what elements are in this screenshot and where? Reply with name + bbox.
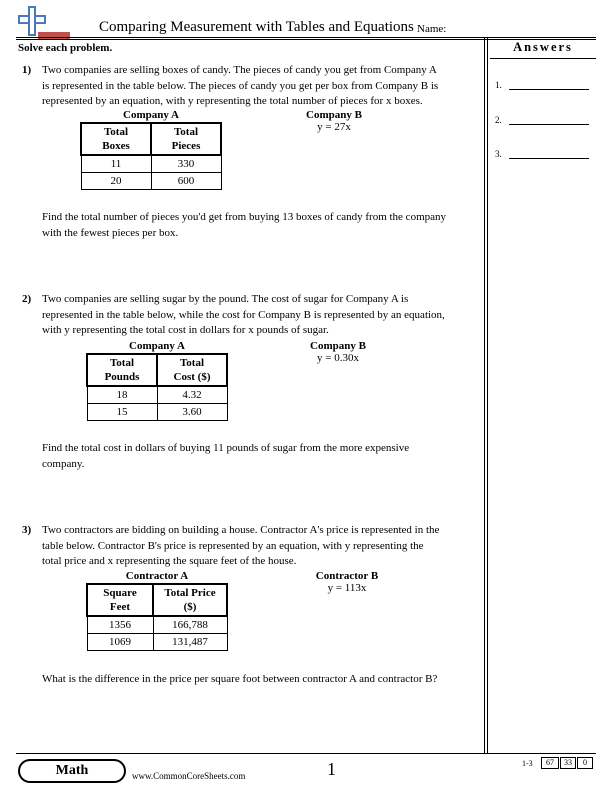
problem-number: 2) xyxy=(22,293,32,305)
question-1 xyxy=(42,210,446,241)
equation-text: y = 0.30x xyxy=(317,352,359,364)
table-header-row xyxy=(81,123,221,155)
answers-rule xyxy=(490,58,596,59)
problem-line: represented by an equation, with y representing the total number of pieces for x boxes. xyxy=(42,95,423,107)
table-header: Total Price ($) xyxy=(153,584,227,616)
problem-text xyxy=(42,523,484,570)
worksheet-title: Comparing Measurement with Tables and Equations xyxy=(99,19,414,35)
problem-number: 1) xyxy=(22,64,32,76)
equation-title: Contractor B xyxy=(315,570,379,582)
table-header: Total Cost ($) xyxy=(157,354,227,386)
company-a-table-2 xyxy=(86,340,228,421)
answer-blank[interactable] xyxy=(509,158,589,159)
score-box: 33 xyxy=(560,757,576,769)
table-cell: 1356 xyxy=(87,616,153,634)
score-range-label: 1-3 xyxy=(522,759,533,768)
answers-heading: Answers xyxy=(513,40,573,54)
table-cell: 330 xyxy=(151,155,221,173)
company-b-equation-2 xyxy=(298,340,378,364)
question-line: What is the difference in the price per square foot between contractor A and contractor B? xyxy=(42,673,438,685)
equation-title: Company B xyxy=(306,109,362,121)
answer-line-3[interactable] xyxy=(495,149,502,159)
table-row xyxy=(87,634,227,651)
equation-title: Company B xyxy=(310,340,366,352)
footer-rule xyxy=(16,753,596,754)
table-cell: 600 xyxy=(151,173,221,190)
question-line: with the fewest pieces per box. xyxy=(42,226,179,239)
problem-line: Two contractors are bidding on building a house. Contractor A's price is represented in the xyxy=(42,524,440,536)
table-header: Total Boxes xyxy=(81,123,151,155)
table-title: Company A xyxy=(123,109,179,121)
table-header: Total Pieces xyxy=(151,123,221,155)
problem-line: Two companies are selling sugar by the pound. The cost of sugar for Company A is xyxy=(42,293,409,305)
answer-number: 3. xyxy=(495,149,502,159)
answer-blank[interactable] xyxy=(509,89,589,90)
math-badge xyxy=(18,759,126,783)
equation-text: y = 27x xyxy=(317,121,351,133)
header-rule xyxy=(16,37,596,38)
problem-2 xyxy=(18,292,484,339)
table-header: Total Pounds xyxy=(87,354,157,386)
answer-line-2[interactable] xyxy=(495,115,502,125)
problem-line: represented in the table below, while the cost for Company B is represented by an equation, xyxy=(42,308,445,321)
data-table xyxy=(86,583,228,651)
company-b-equation-1 xyxy=(294,109,374,133)
column-divider-left xyxy=(484,37,485,753)
contractor-b-equation xyxy=(302,570,392,594)
table-header: Square Feet xyxy=(87,584,153,616)
table-cell: 3.60 xyxy=(157,404,227,421)
table-cell: 4.32 xyxy=(157,386,227,404)
column-divider-right xyxy=(487,37,488,753)
score-box: 67 xyxy=(541,757,559,769)
contractor-a-table xyxy=(86,570,228,651)
math-badge-label: Math xyxy=(20,761,124,781)
answer-number: 1. xyxy=(495,80,502,90)
problem-line: Two companies are selling boxes of candy. The pieces of candy you get from Company A xyxy=(42,64,437,76)
answer-line-1[interactable] xyxy=(495,80,502,90)
question-line: Find the total cost in dollars of buying 11 pounds of sugar from the more expensive xyxy=(42,442,410,454)
instructions: Solve each problem. xyxy=(18,42,113,54)
site-url: www.CommonCoreSheets.com xyxy=(132,771,246,781)
problem-line: with y representing the total cost in dollars for x pounds of sugar. xyxy=(42,324,329,336)
table-cell: 18 xyxy=(87,386,157,404)
table-row xyxy=(87,386,227,404)
problem-text xyxy=(42,63,484,110)
company-a-table-1 xyxy=(80,109,222,190)
table-cell: 15 xyxy=(87,404,157,421)
table-row xyxy=(87,616,227,634)
problem-3 xyxy=(18,523,484,570)
table-cell: 1069 xyxy=(87,634,153,651)
data-table xyxy=(86,353,228,421)
problem-text xyxy=(42,292,484,339)
problem-line: table below. Contractor B's price is represented by an equation, with y representing the xyxy=(42,539,424,552)
table-header-row xyxy=(87,584,227,616)
problem-number: 3) xyxy=(22,524,32,536)
problem-line: is represented in the table below. The pieces of candy you get per box from Company B is xyxy=(42,79,439,92)
data-table xyxy=(80,122,222,190)
question-3 xyxy=(42,672,437,688)
question-2 xyxy=(42,441,409,472)
table-cell: 166,788 xyxy=(153,616,227,634)
problem-line: total price and x representing the square feet of the house. xyxy=(42,555,297,567)
table-row xyxy=(87,404,227,421)
answer-number: 2. xyxy=(495,115,502,125)
page-number: 1 xyxy=(327,759,336,779)
answer-blank[interactable] xyxy=(509,124,589,125)
question-line: company. xyxy=(42,457,85,470)
table-title: Contractor A xyxy=(125,570,189,582)
table-cell: 20 xyxy=(81,173,151,190)
score-box: 0 xyxy=(577,757,593,769)
equation-text: y = 113x xyxy=(327,582,367,594)
logo-plus-vertical xyxy=(28,6,36,36)
question-line: Find the total number of pieces you'd get from buying 13 boxes of candy from the company xyxy=(42,211,447,223)
table-row xyxy=(81,155,221,173)
problem-1 xyxy=(18,63,484,110)
table-cell: 11 xyxy=(81,155,151,173)
name-label: Name: xyxy=(417,23,447,35)
table-row xyxy=(81,173,221,190)
table-cell: 131,487 xyxy=(153,634,227,651)
table-title: Company A xyxy=(129,340,185,352)
table-header-row xyxy=(87,354,227,386)
